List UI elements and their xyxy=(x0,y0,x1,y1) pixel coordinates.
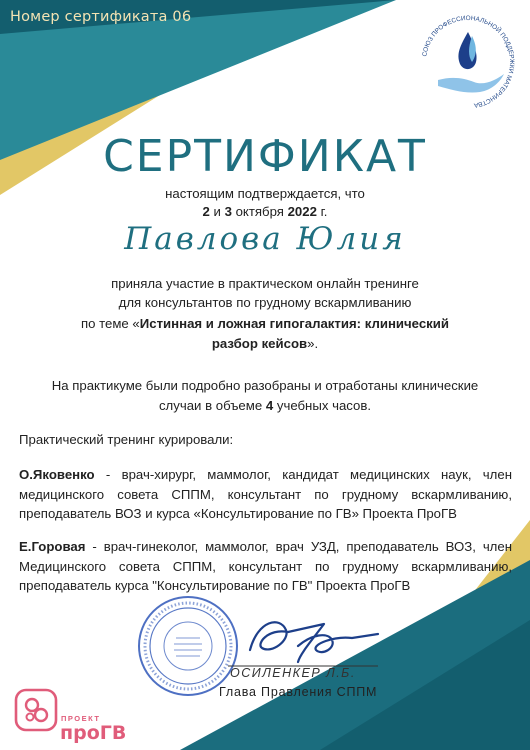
curator-2 xyxy=(19,537,512,596)
date-year: 2022 xyxy=(287,204,317,219)
date-month: октября xyxy=(231,204,288,219)
practice-line-1: На практикуме были подробно разобраны и отработаны клинические xyxy=(51,378,479,393)
signature-icon xyxy=(228,610,388,672)
recipient-name: Павлова Юлия xyxy=(124,221,406,257)
date-line xyxy=(0,204,530,219)
participation-line-1: приняла участие в практическом онлайн тренинге xyxy=(111,276,419,291)
date-end: г. xyxy=(316,204,328,219)
certificate-title: СЕРТИФИКАТ xyxy=(103,131,427,182)
topic-line-1 xyxy=(0,316,530,331)
curator-1 xyxy=(19,465,512,524)
brand-label: проГВ xyxy=(60,722,127,744)
practice-line-2 xyxy=(0,398,530,413)
topic-prefix: по теме « xyxy=(81,316,140,331)
date-day2: 3 xyxy=(224,204,232,219)
curator-2-name: Е.Горовая xyxy=(19,539,86,554)
curator-1-description: - врач-хирург, маммолог, кандидат медицинских наук, член медицинского совета СППМ, консультант по грудному вскармливанию, преподаватель ВОЗ и курса «Консультирование по ГВ» Проекта ПроГВ xyxy=(19,467,512,521)
signer-title: Глава Правления СППМ xyxy=(219,685,378,699)
org-logo xyxy=(412,6,524,118)
curator-1-name: О.Яковенко xyxy=(19,467,95,482)
date-day1: 2 xyxy=(202,204,210,219)
curator-2-description: - врач-гинеколог, маммолог, врач УЗД, преподаватель ВОЗ, член Медицинского совета СППМ, консультант по грудному вскармливанию, преподаватель курса "Консультирование по ГВ" Проекта ПроГВ xyxy=(19,539,512,593)
topic-suffix: ». xyxy=(307,336,319,351)
date-and: и xyxy=(209,204,225,219)
practice-volume-prefix: случаи в объеме xyxy=(158,398,266,413)
brand-logo-icon xyxy=(14,688,58,732)
topic-title-part-2: разбор кейсов xyxy=(211,336,308,351)
org-logo-ring-text: СОЮЗ ПРОФЕССИОНАЛЬНОЙ ПОДДЕРЖКИ МАТЕРИНСТВА xyxy=(421,14,516,109)
practice-volume-suffix: учебных часов. xyxy=(273,398,372,413)
stamp-icon xyxy=(136,594,240,698)
topic-title-part-1: Истинная и ложная гипогалактия: клинический xyxy=(139,316,449,331)
practice-hours: 4 xyxy=(265,398,274,413)
signer-name: ОСИЛЕНКЕР Л.Б. xyxy=(230,666,356,680)
curators-heading: Практический тренинг курировали: xyxy=(19,432,234,447)
topic-line-2 xyxy=(0,336,530,351)
participation-line-2: для консультантов по грудному вскармливанию xyxy=(118,295,412,310)
certificate-number: Номер сертификата 06 xyxy=(10,9,192,25)
confirm-line: настоящим подтверждается, что xyxy=(165,186,365,201)
brand-label-small: ПРОЕКТ xyxy=(61,714,101,723)
